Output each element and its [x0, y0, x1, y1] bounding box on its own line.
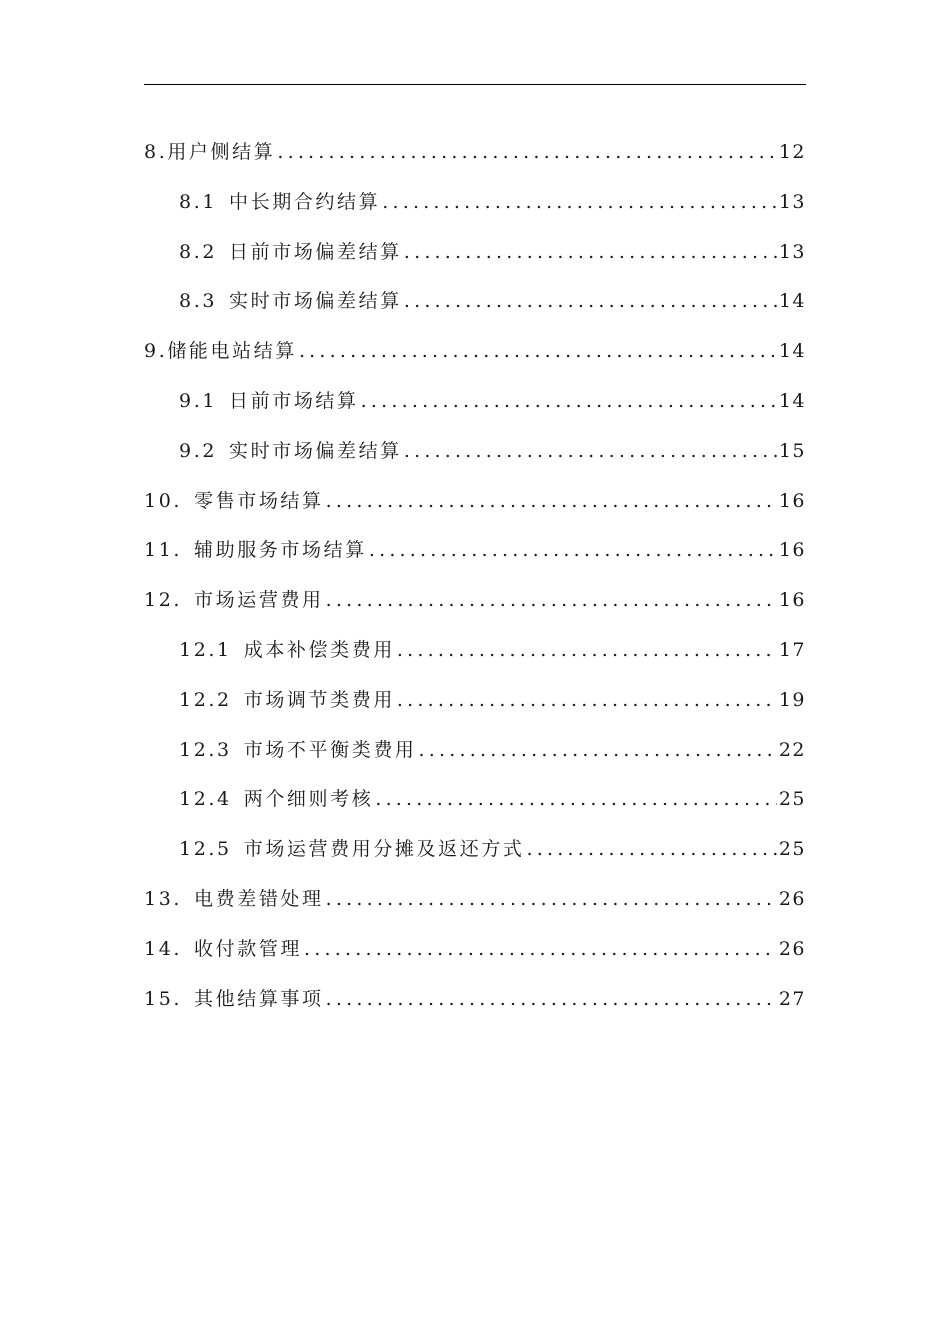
header-rule [144, 84, 806, 85]
toc-leader-dots [397, 680, 777, 720]
toc-leader-dots [304, 929, 777, 969]
toc-entry-title: 用户侧结算 [167, 141, 276, 163]
toc-entry[interactable] [144, 879, 806, 929]
toc-leader-dots [326, 879, 777, 919]
toc-entry-page: 14 [778, 290, 806, 313]
toc-entry-title: 辅助服务市场结算 [194, 539, 367, 562]
toc-leader-dots [375, 779, 776, 819]
toc-entry[interactable] [144, 281, 806, 331]
toc-entry-number: 14. [144, 937, 183, 960]
toc-entry-number: 12.3 [179, 738, 232, 761]
toc-entry[interactable] [144, 481, 806, 531]
toc-entry-page: 12 [778, 141, 806, 163]
toc-entry-page: 15 [778, 439, 806, 462]
toc-entry-title: 日前市场结算 [229, 389, 359, 412]
toc-entry[interactable] [144, 431, 806, 481]
toc-entry-page: 26 [778, 887, 806, 910]
toc-leader-dots [382, 182, 777, 222]
toc-entry[interactable] [144, 979, 806, 1029]
toc-entry-page: 22 [778, 738, 806, 761]
toc-entry-title: 市场运营费用分摊及返还方式 [243, 838, 525, 861]
toc-entry-number: 15. [144, 987, 183, 1010]
toc-entry-number: 8.2 [179, 240, 218, 263]
toc-entry-number: 12.4 [179, 788, 232, 811]
toc-entry-number: 12.5 [179, 838, 232, 861]
toc-leader-dots [404, 431, 777, 471]
toc-entry-title: 零售市场结算 [194, 489, 324, 512]
toc-entry-page: 13 [778, 240, 806, 263]
toc-entry-number: 13. [144, 887, 183, 910]
toc-entry-title: 中长期合约结算 [229, 190, 381, 213]
toc-entry-number: 12.2 [179, 688, 232, 711]
toc-entry-page: 26 [778, 937, 806, 960]
toc-leader-dots [369, 530, 777, 570]
toc-entry-number: 8. [144, 141, 168, 163]
toc-entry[interactable] [144, 132, 806, 182]
toc-entry-number: 11. [144, 539, 183, 562]
toc-leader-dots [419, 730, 777, 770]
toc-entry[interactable] [144, 381, 806, 431]
toc-entry-page: 16 [778, 539, 806, 562]
toc-leader-dots [361, 381, 777, 421]
toc-entry-page: 27 [778, 987, 806, 1010]
toc-entry-number: 8.3 [179, 290, 218, 313]
toc-entry-page: 16 [778, 589, 806, 612]
toc-entry-number: 9. [144, 340, 168, 363]
toc-leader-dots [527, 829, 777, 869]
toc-entry[interactable] [144, 580, 806, 630]
toc-entry-page: 17 [778, 638, 806, 661]
toc-entry[interactable] [144, 730, 806, 780]
toc-entry-title: 日前市场偏差结算 [229, 240, 402, 263]
toc-entry-title: 市场调节类费用 [243, 688, 395, 711]
toc-leader-dots [299, 331, 777, 371]
toc-entry-number: 10. [144, 489, 183, 512]
toc-entry-number: 12.1 [179, 638, 232, 661]
toc-entry-title: 实时市场偏差结算 [229, 439, 402, 462]
toc-entry-page: 25 [778, 788, 806, 811]
toc-entry-title: 储能电站结算 [167, 340, 297, 363]
toc-leader-dots [326, 481, 777, 521]
toc-entry-title: 市场运营费用 [194, 589, 324, 612]
toc-leader-dots [277, 132, 776, 172]
toc-entry[interactable] [144, 680, 806, 730]
toc-entry[interactable] [144, 530, 806, 580]
toc-entry-title: 市场不平衡类费用 [243, 738, 417, 761]
toc-entry[interactable] [144, 630, 806, 680]
toc-entry-title: 电费差错处理 [194, 887, 324, 910]
toc-entry-title: 实时市场偏差结算 [229, 290, 402, 313]
toc-entry-page: 14 [778, 340, 806, 363]
toc-entry-title: 收付款管理 [194, 937, 303, 960]
toc-entry-page: 14 [778, 389, 806, 412]
toc-leader-dots [404, 281, 777, 321]
toc-entry-page: 25 [778, 838, 806, 861]
toc-entry-page: 13 [778, 190, 806, 213]
toc-entry-title: 其他结算事项 [194, 987, 324, 1010]
toc-entry[interactable] [144, 232, 806, 282]
toc-entry-number: 8.1 [179, 190, 218, 213]
toc-entry-number: 9.1 [179, 389, 218, 412]
toc-entry-page: 16 [778, 489, 806, 512]
toc-leader-dots [397, 630, 777, 670]
toc-entry-number: 9.2 [179, 439, 218, 462]
toc-entry[interactable] [144, 829, 806, 879]
toc-entry[interactable] [144, 779, 806, 829]
toc-leader-dots [404, 232, 777, 272]
toc-entry-title: 成本补偿类费用 [243, 638, 395, 661]
toc-entry-page: 19 [778, 688, 806, 711]
toc-entry[interactable] [144, 331, 806, 381]
toc-entry[interactable] [144, 182, 806, 232]
table-of-contents [144, 132, 806, 1028]
toc-entry-title: 两个细则考核 [243, 788, 374, 811]
toc-leader-dots [326, 979, 777, 1019]
toc-entry-number: 12. [144, 589, 183, 612]
toc-entry[interactable] [144, 929, 806, 979]
toc-leader-dots [326, 580, 777, 620]
